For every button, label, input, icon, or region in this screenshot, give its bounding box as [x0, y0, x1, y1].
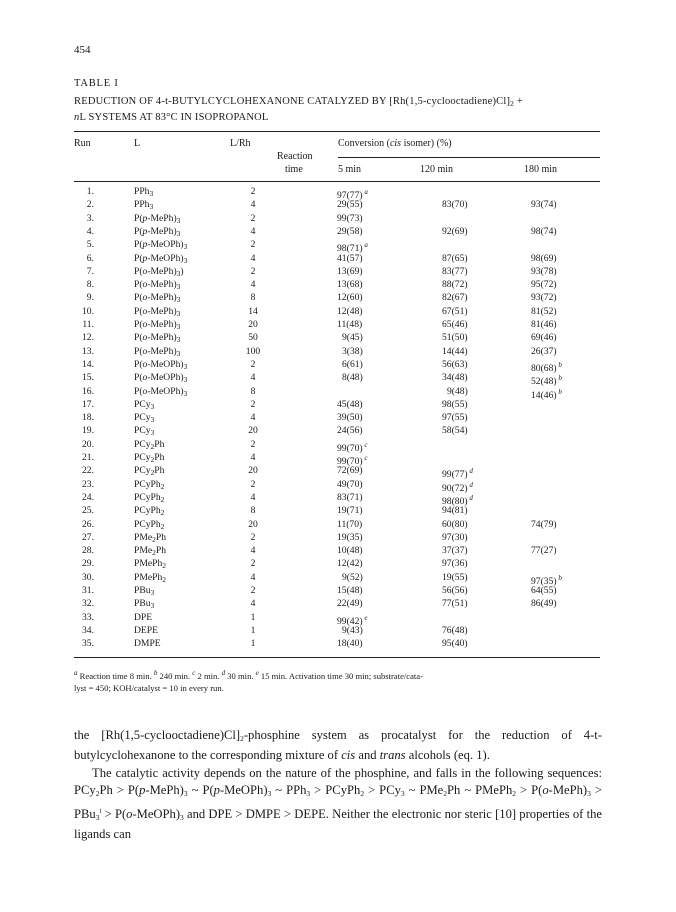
conversion-180min: 64(55)	[531, 585, 557, 596]
ligand-name: $P(o-MePh)_3$)	[134, 265, 184, 278]
ligand-name: $P(o-MePh)_3$	[134, 305, 181, 318]
run-number: 15.	[82, 372, 94, 384]
conversion-5min: 99(70) $^c$	[337, 440, 368, 454]
conversion-120min: 67(51)	[442, 305, 468, 317]
conversion-120min: 14(44)	[442, 345, 468, 357]
ligand-name: PMe$_2$Ph	[134, 545, 167, 558]
caption-plus: +	[514, 96, 524, 107]
run-number: 10.	[82, 305, 94, 317]
header-180min: 180 min	[524, 164, 558, 175]
conversion-180min: 98(69)	[531, 252, 557, 264]
header-time: time	[285, 164, 303, 175]
page-number: 454	[74, 44, 91, 56]
conversion-120min: 95(40)	[442, 638, 468, 650]
run-number: 1.	[86, 186, 94, 197]
conversion-120min: 56(63)	[442, 358, 468, 370]
table-footnote: $^a$ Reaction time 8 min. $^b$ 240 min. $^c$ 2 min. $^d$ 30 min. $^e$ 15 min. Activation time 30 min; substrate/cata- lyst = 450; KOH/catalyst = 10 in every run.	[74, 669, 423, 693]
run-number: 14.	[82, 358, 94, 370]
l-rh-ratio: 2	[250, 358, 256, 370]
run-number: 5.	[86, 239, 94, 251]
conversion-180min: 26(37)	[531, 345, 557, 357]
run-number: 19.	[82, 425, 94, 437]
conversion-180min: 81(52)	[531, 305, 557, 317]
run-number: 25.	[82, 505, 94, 517]
conversion-5min: 98(71) $^a$	[337, 241, 368, 255]
conversion-5min: 3(38)	[342, 345, 363, 357]
l-rh-ratio: 20	[248, 465, 258, 477]
l-rh-ratio: 4	[250, 571, 256, 583]
conversion-120min: 19(55)	[442, 571, 468, 583]
conversion-5min: 12(48)	[337, 305, 363, 317]
conversion-5min: 13(68)	[337, 279, 363, 291]
l-rh-ratio: 20	[248, 518, 258, 530]
conversion-120min: 83(77)	[442, 265, 468, 277]
ligand-name: PCy$_3$	[134, 425, 155, 438]
conversion-5min: 99(70) $^c$	[337, 454, 368, 467]
l-rh-ratio: 2	[250, 438, 256, 450]
ligand-name: DEPE	[134, 624, 158, 636]
l-rh-ratio: 4	[250, 372, 256, 384]
conversion-5min: 22(49)	[337, 598, 363, 610]
table-caption	[74, 95, 614, 124]
conversion-5min: 12(42)	[337, 558, 363, 570]
run-number: 4.	[86, 225, 94, 237]
conversion-5min: 18(40)	[337, 638, 363, 650]
caption-n: n	[74, 111, 80, 123]
ligand-name: $P(o-MeOPh)_3$	[134, 372, 188, 385]
ligand-name: PPh$_3$	[134, 186, 154, 198]
ligand-name: PMePh$_2$	[134, 571, 167, 584]
l-rh-ratio: 8	[250, 385, 256, 397]
l-rh-ratio: 2	[250, 531, 256, 543]
paragraph-1: the $[Rh(1,5-cyclooctadiene)Cl]_2$-phosphine system as procatalyst for the reduction of 4-t-butylcyclohexanone to the corresponding mixture of cis and trans alcohols (eq. 1).	[74, 728, 602, 763]
l-rh-ratio: 1	[250, 638, 256, 650]
header-l-rh: L/Rh	[230, 138, 251, 149]
run-number: 20.	[82, 438, 94, 450]
conversion-180min: 93(74)	[531, 199, 557, 211]
ligand-name: $P(p-MeOPh)_3$	[134, 252, 188, 265]
ligand-name: $P(o-MePh)_3$	[134, 279, 181, 292]
conversion-120min: 58(54)	[442, 425, 468, 437]
conversion-120min: 76(48)	[442, 624, 468, 636]
conversion-5min: 11(48)	[337, 319, 363, 330]
run-number: 21.	[82, 452, 94, 463]
conversion-180min: 98(74)	[531, 225, 557, 237]
table-header-rule	[74, 181, 600, 182]
conversion-5min: 6(61)	[342, 358, 363, 370]
l-rh-ratio: 2	[250, 265, 256, 277]
l-rh-ratio: 50	[248, 332, 258, 344]
conversion-5min: 99(73)	[337, 212, 363, 224]
l-rh-ratio: 4	[250, 225, 256, 237]
conversion-180min: 97(35) $^b$	[531, 573, 562, 587]
ligand-name: DMPE	[134, 638, 161, 650]
conversion-5min: 97(77) $^a$	[337, 188, 368, 201]
run-number: 9.	[86, 292, 94, 304]
conversion-5min: 39(50)	[337, 412, 363, 424]
conversion-5min: 8(48)	[342, 372, 363, 384]
conversion-120min: 77(51)	[442, 598, 468, 610]
conversion-120min: 98(55)	[442, 398, 468, 410]
l-rh-ratio: 1	[250, 611, 256, 623]
l-rh-ratio: 2	[250, 212, 256, 224]
ligand-name: $P(o-MePh)_3$	[134, 345, 181, 358]
l-rh-ratio: 2	[250, 398, 256, 410]
ligand-name: PCy$_2$Ph	[134, 452, 165, 464]
conversion-120min: 94(81)	[442, 505, 468, 517]
run-number: 27.	[82, 531, 94, 543]
ligand-name: PCyPh$_2$	[134, 505, 165, 518]
conversion-180min: 52(48) $^b$	[531, 374, 562, 388]
l-rh-ratio: 4	[250, 545, 256, 557]
conversion-5min: 13(69)	[337, 265, 363, 277]
header-reaction: Reaction	[277, 151, 313, 162]
conversion-120min: 97(36)	[442, 558, 468, 570]
conversion-5min: 45(48)	[337, 398, 363, 410]
caption-line1: REDUCTION OF 4-t-BUTYLCYCLOHEXANONE CATALYZED BY [Rh(1,5-cyclooctadiene)Cl]	[74, 96, 511, 107]
header-5min: 5 min	[338, 164, 362, 175]
header-conversion	[338, 138, 452, 150]
table-label: TABLE I	[74, 78, 119, 89]
table-top-rule	[74, 131, 600, 132]
run-number: 12.	[82, 332, 94, 344]
conversion-120min: 82(67)	[442, 292, 468, 304]
l-rh-ratio: 8	[250, 505, 256, 517]
ligand-name: PBu$_3$	[134, 598, 155, 611]
run-number: 26.	[82, 518, 94, 530]
conversion-rule	[338, 157, 600, 158]
run-number: 32.	[82, 598, 94, 610]
conversion-180min: 74(79)	[531, 518, 557, 530]
l-rh-ratio: 1	[250, 624, 256, 636]
ligand-name: $P(o-MeOPh)_3$	[134, 358, 188, 371]
run-number: 18.	[82, 412, 94, 424]
conversion-5min: 9(43)	[342, 624, 363, 636]
run-number: 33.	[82, 611, 94, 623]
l-rh-ratio: 4	[250, 491, 256, 503]
run-number: 31.	[82, 585, 94, 596]
table-bottom-rule	[74, 657, 600, 658]
run-number: 30.	[82, 571, 94, 583]
l-rh-ratio: 4	[250, 279, 256, 291]
ligand-name: $P(p-MePh)_3$	[134, 225, 181, 238]
conversion-120min: 87(65)	[442, 252, 468, 264]
conversion-180min: 14(46) $^b$	[531, 387, 562, 401]
ligand-name: $P(p-MePh)_3$	[134, 212, 181, 225]
conversion-120min: 92(69)	[442, 225, 468, 237]
run-number: 3.	[86, 212, 94, 224]
conversion-180min: 86(49)	[531, 598, 557, 610]
ligand-name: PMe$_2$Ph	[134, 531, 167, 544]
ligand-name: PCyPh$_2$	[134, 478, 165, 491]
conversion-5min: 29(58)	[337, 225, 363, 237]
run-number: 22.	[82, 465, 94, 477]
conversion-180min: 80(68) $^b$	[531, 360, 562, 374]
header-run: Run	[74, 138, 91, 149]
run-number: 23.	[82, 478, 94, 490]
conversion-120min: 37(37)	[442, 545, 468, 557]
conversion-post: isomer) (%)	[401, 138, 452, 149]
run-number: 35.	[82, 638, 94, 650]
conversion-120min: 97(30)	[442, 531, 468, 543]
ligand-name: PCyPh$_2$	[134, 518, 165, 531]
conversion-180min: 95(72)	[531, 279, 557, 291]
conversion-5min: 9(45)	[342, 332, 363, 344]
caption-subscript: 2	[510, 99, 515, 108]
ligand-name: PCy$_3$	[134, 412, 155, 425]
conversion-120min: 9(48)	[447, 385, 468, 397]
conversion-120min: 65(46)	[442, 319, 468, 330]
run-number: 7.	[86, 265, 94, 277]
conversion-5min: 11(70)	[337, 518, 363, 530]
ligand-name: $P(o-MePh)_3$	[134, 292, 181, 305]
l-rh-ratio: 20	[248, 319, 258, 330]
ligand-name: $P(o-MePh)_3$	[134, 319, 181, 331]
body-text	[74, 727, 602, 844]
conversion-180min: 93(72)	[531, 292, 557, 304]
conversion-5min: 83(71)	[337, 491, 363, 503]
ligand-name: $P(p-MeOPh)_3$	[134, 239, 188, 252]
ligand-name: PCy$_2$Ph	[134, 438, 165, 451]
conversion-180min: 77(27)	[531, 545, 557, 557]
ligand-name: PBu$_3$	[134, 585, 155, 597]
conversion-120min: 83(70)	[442, 199, 468, 211]
run-number: 24.	[82, 491, 94, 503]
conversion-180min: 69(46)	[531, 332, 557, 344]
l-rh-ratio: 4	[250, 452, 256, 463]
ligand-name: PCy$_2$Ph	[134, 465, 165, 478]
conversion-pre: Conversion (	[338, 138, 390, 149]
conversion-120min: 90(72) $^d$	[442, 480, 473, 494]
ligand-name: $P(o-MeOPh)_3$	[134, 385, 188, 398]
ligand-name: PMePh$_2$	[134, 558, 167, 571]
header-ligand: L	[134, 138, 141, 149]
l-rh-ratio: 2	[250, 186, 256, 197]
l-rh-ratio: 2	[250, 585, 256, 596]
conversion-120min: 97(55)	[442, 412, 468, 424]
conversion-5min: 12(60)	[337, 292, 363, 304]
l-rh-ratio: 4	[250, 598, 256, 610]
l-rh-ratio: 8	[250, 292, 256, 304]
ligand-name: PPh$_3$	[134, 199, 154, 212]
ligand-name: PCyPh$_2$	[134, 491, 165, 504]
conversion-120min: 51(50)	[442, 332, 468, 344]
conversion-120min: 56(56)	[442, 585, 468, 596]
ligand-name: $P(o-MePh)_3$	[134, 332, 181, 345]
l-rh-ratio: 14	[248, 305, 258, 317]
conversion-180min: 81(46)	[531, 319, 557, 330]
run-number: 2.	[86, 199, 94, 211]
conversion-5min: 99(42) $^e$	[337, 613, 368, 627]
l-rh-ratio: 4	[250, 412, 256, 424]
paragraph-2: The catalytic activity depends on the nature of the phosphine, and falls in the following sequences: $PCy_2Ph > P(p-MePh)_3$ ~ $P(p-MeOPh)_3$ ~ PPh$_3$ > PCyPh$_2$ > PCy$_3$ ~ PMe$_2$Ph ~ PMePh$_2$ > $P(o-MePh)_3 > PBu_3^t$ > $P(o-MeOPh)_3$ and DPE > DMPE > DEPE. Neither the electronic nor steric [10] properties of the ligands can	[74, 765, 602, 842]
ligand-name: DPE	[134, 611, 153, 623]
conversion-180min: 93(78)	[531, 265, 557, 277]
caption-line2: L SYSTEMS AT 83°C IN ISOPROPANOL	[79, 111, 269, 123]
conversion-5min: 15(48)	[337, 585, 363, 596]
run-number: 6.	[86, 252, 94, 264]
conversion-5min: 24(56)	[337, 425, 363, 437]
l-rh-ratio: 20	[248, 425, 258, 437]
run-number: 29.	[82, 558, 94, 570]
ligand-name: PCy$_3$	[134, 398, 155, 411]
conversion-5min: 41(57)	[337, 252, 363, 264]
conversion-5min: 10(48)	[337, 545, 363, 557]
l-rh-ratio: 4	[250, 252, 256, 264]
l-rh-ratio: 2	[250, 558, 256, 570]
run-number: 28.	[82, 545, 94, 557]
conversion-120min: 88(72)	[442, 279, 468, 291]
run-number: 34.	[82, 624, 94, 636]
l-rh-ratio: 4	[250, 199, 256, 211]
conversion-120min: 34(48)	[442, 372, 468, 384]
l-rh-ratio: 2	[250, 239, 256, 251]
conversion-5min: 29(55)	[337, 199, 363, 211]
run-number: 16.	[82, 385, 94, 397]
conversion-5min: 72(69)	[337, 465, 363, 477]
conversion-cis: cis	[389, 138, 402, 149]
conversion-120min: 98(80) $^d$	[442, 493, 473, 507]
conversion-5min: 19(35)	[337, 531, 363, 543]
conversion-120min: 99(77) $^d$	[442, 467, 473, 481]
run-number: 8.	[86, 279, 94, 291]
l-rh-ratio: 2	[250, 478, 256, 490]
run-number: 13.	[82, 345, 94, 357]
conversion-5min: 49(70)	[337, 478, 363, 490]
run-number: 17.	[82, 398, 94, 410]
header-120min: 120 min	[420, 164, 454, 175]
l-rh-ratio: 100	[245, 345, 261, 357]
conversion-5min: 19(71)	[337, 505, 363, 517]
conversion-120min: 60(80)	[442, 518, 468, 530]
conversion-5min: 9(52)	[342, 571, 363, 583]
run-number: 11.	[82, 319, 94, 330]
